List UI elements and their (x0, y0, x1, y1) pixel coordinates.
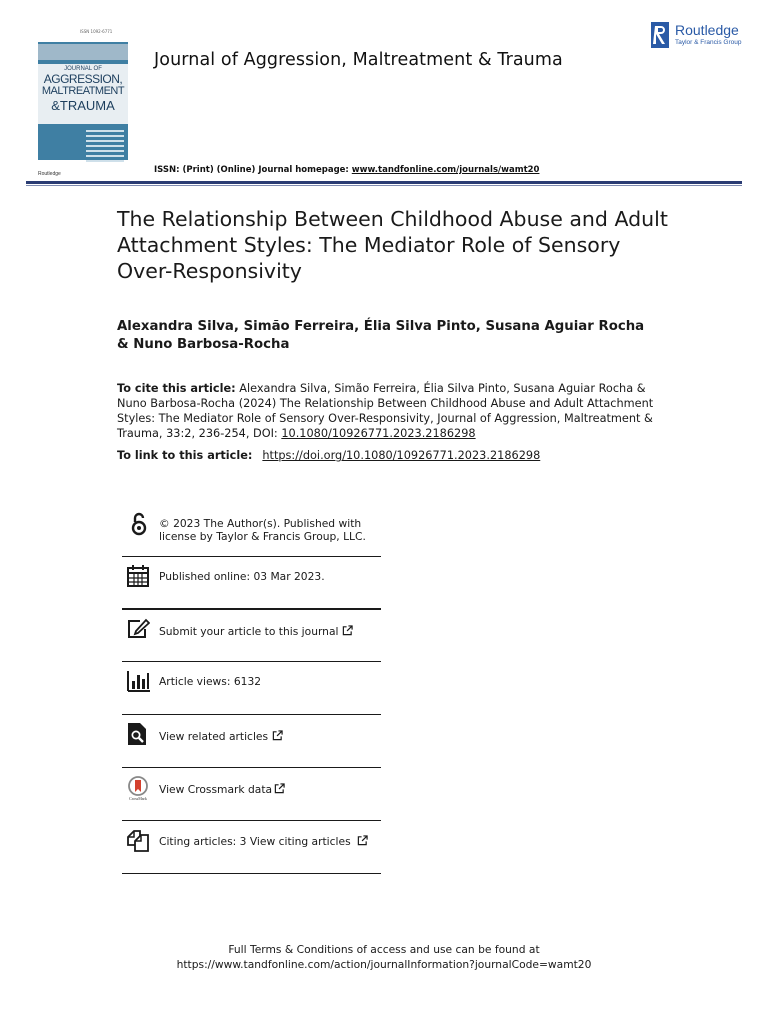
submit-article-link[interactable] (159, 625, 381, 638)
related-row[interactable] (122, 715, 381, 768)
calendar-icon (126, 564, 150, 588)
crossmark-logo-text: CrossMark (129, 796, 147, 800)
issn-line (154, 165, 539, 175)
header-rule (26, 181, 742, 184)
citing-articles-icon (126, 829, 150, 853)
article-title: The Relationship Between Childhood Abuse and Adult Attachment Styles: The Mediator Role of Sensory Over-Responsivity (117, 207, 668, 283)
routledge-r-icon (651, 22, 669, 48)
journal-homepage-link[interactable]: www.tandfonline.com/journals/wamt20 (351, 165, 540, 175)
external-link-icon (274, 783, 285, 794)
citation (117, 381, 662, 441)
published-date-text: Published online: 03 Mar 2023. (159, 570, 325, 583)
edit-icon (126, 617, 150, 641)
row-divider (122, 873, 381, 874)
crossmark-label: View Crossmark data (159, 783, 273, 796)
citing-articles-link[interactable] (159, 835, 381, 848)
link-label: To link to this article: (117, 449, 257, 462)
journal-cover-image (38, 42, 128, 160)
crossmark-icon (126, 776, 150, 800)
header-rule-thin (26, 185, 742, 186)
footer-terms-link[interactable]: https://www.tandfonline.com/action/journalInformation?journalCode=wamt20 (176, 958, 592, 971)
submit-row[interactable] (122, 609, 381, 662)
crossmark-row[interactable] (122, 768, 381, 821)
related-label: View related articles (159, 730, 269, 743)
journal-title: Journal of Aggression, Maltreatment & Trauma (154, 50, 563, 70)
cover-issn: ISSN 1092-6771 (80, 29, 113, 34)
external-link-icon (272, 730, 283, 741)
cover-publisher (38, 160, 128, 177)
article-doi-link[interactable]: https://doi.org/10.1080/10926771.2023.2186298 (262, 449, 541, 462)
article-link-line (117, 449, 677, 462)
issn-text: ISSN: (Print) (Online) Journal homepage: (154, 165, 352, 175)
routledge-logo[interactable] (651, 22, 751, 50)
open-access-icon (126, 512, 150, 536)
external-link-icon (342, 625, 353, 636)
crossmark-link[interactable] (159, 783, 381, 796)
search-document-icon (126, 722, 150, 746)
license-text: © 2023 The Author(s). Published with license by Taylor & Francis Group, LLC. (159, 517, 366, 543)
publisher-name: Routledge (675, 22, 739, 38)
external-link-icon (357, 835, 368, 846)
citing-label: Citing articles: 3 View citing articles (159, 835, 351, 848)
cite-doi-link[interactable]: 10.1080/10926771.2023.2186298 (281, 427, 476, 440)
cover-title-line: AGGRESSION, (43, 72, 123, 86)
views-row (122, 662, 381, 715)
license-row (122, 508, 381, 557)
cover-title-line: JOURNAL OF (64, 66, 102, 72)
article-views-text: Article views: 6132 (159, 675, 262, 688)
cite-text: Alexandra Silva, Simão Ferreira, Élia Silva Pinto, Susana Aguiar Rocha & Nuno Barbosa-Rocha (2024) The Relationship Between Childhood Abuse and Adult Attachment Styles: The Mediator Role of Sensory Over-Responsivity, Journal of Aggression, Maltreatment & Trauma, 33:2, 236-254, DOI: (117, 382, 654, 440)
submit-label: Submit your article to this journal (159, 625, 339, 638)
publisher-subtitle: Taylor & Francis Group (675, 39, 742, 46)
cover-photo-strip (38, 44, 128, 60)
related-articles-link[interactable] (159, 730, 381, 743)
footer-line: Full Terms & Conditions of access and use can be found at (228, 943, 540, 956)
cover-title-line: MALTREATMENT (41, 85, 125, 97)
published-row (122, 557, 381, 609)
article-authors: Alexandra Silva, Simão Ferreira, Élia Silva Pinto, Susana Aguiar Rocha & Nuno Barbosa-Rocha (117, 319, 645, 352)
cover-title-line: &TRAUMA (51, 98, 115, 113)
bar-chart-icon (126, 669, 150, 693)
citing-row[interactable] (122, 821, 381, 874)
footer-terms (0, 942, 768, 972)
cite-label: To cite this article: (117, 382, 236, 395)
cover-publisher-text: Routledge (38, 171, 61, 177)
